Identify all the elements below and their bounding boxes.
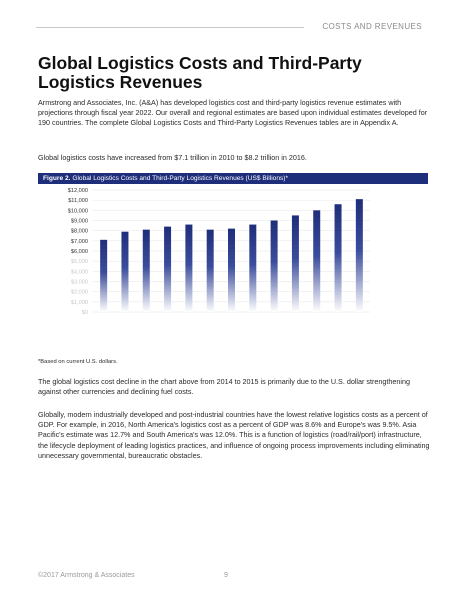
y-tick-label: $1,000 [70,299,88,306]
page-number: 9 [224,572,228,579]
y-tick-label: $5,000 [70,259,88,266]
chart-bar [335,204,342,312]
y-tick-label: $10,000 [67,208,88,215]
chart-bar [100,240,107,312]
y-tick-label: $6,000 [70,249,88,255]
y-tick-label: $11,000 [68,198,88,205]
page-title: Global Logistics Costs and Third-Party Logistics Revenues [38,53,362,92]
y-tick-label: $4,000 [70,269,88,276]
chart-bar [356,199,363,312]
y-tick-label: $2,000 [70,289,88,296]
y-tick-label: $7,000 [70,238,88,245]
figure-caption: Global Logistics Costs and Third-Party Logistics Revenues (US$ Billions)* [72,175,289,182]
figure-number: Figure 2. [43,175,71,182]
chart-bar [249,225,256,312]
gdp-comparison-paragraph: Globally, modern industrially developed and post-industrial countries have the lowest relative logistics costs as a percent of GDP. For example, in 2016, North America's logistics cost as a percent of GDP was 8.6% and Europe's was 9.5%. Asia Pacific's estimate was 12.7% and South America's was 12.0%. This is a function of logistics (road/rail/port) infrastructure, the lifecycle deployment of leading logistics practices, and influence of ongoing process improvements including eliminating unnecessary governmental, bureaucratic obstacles. [38,410,430,460]
header-rule [36,27,304,28]
y-tick-label: $9,000 [70,218,88,225]
footer-copyright: ©2017 Armstrong & Associates [38,572,135,579]
cost-decline-paragraph: The global logistics cost decline in the chart above from 2014 to 2015 is primarily due to the U.S. dollar strengthening against other currencies and declining fuel costs. [38,377,410,397]
intro-paragraph: Armstrong and Associates, Inc. (A&A) has developed logistics cost and third-party logistics revenue estimates with projections through fiscal year 2022. Our overall and regional estimates are based upon individual estimates developed for 190 countries. The complete Global Logistics Costs and Third-Party Logistics Revenues tables are in Appendix A. [38,98,428,128]
y-tick-label: $12,000 [67,188,88,194]
chart-bar [313,210,320,312]
logistics-cost-chart [38,184,428,354]
chart-bar [164,227,171,312]
chart-bar [271,221,278,313]
figure-caption-bar [38,173,428,184]
section-label: COSTS AND REVENUES [322,22,422,31]
figure-footnote: *Based on current U.S. dollars. [38,359,118,365]
chart-bar [207,230,214,312]
chart-bar [292,215,299,312]
chart-bar [228,229,235,312]
cost-summary-paragraph: Global logistics costs have increased from $7.1 trillion in 2010 to $8.2 trillion in 2016. [38,153,307,162]
y-tick-label: $3,000 [70,279,88,286]
chart-bar [121,232,128,312]
chart-bar [143,230,150,312]
y-tick-label: $8,000 [70,228,88,235]
y-tick-label: $0 [81,310,88,316]
chart-bar [185,225,192,312]
